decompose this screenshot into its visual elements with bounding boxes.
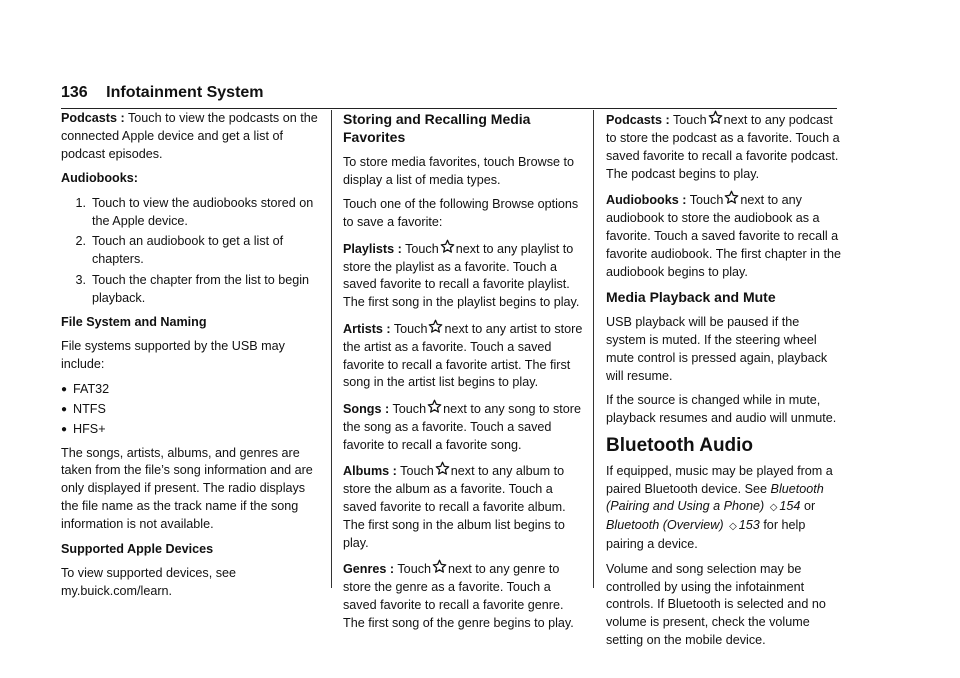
file-system-heading: File System and Naming xyxy=(61,315,207,330)
podcasts-text: Touch to view the podcasts on the connected Apple device and get a list of podcast episodes. xyxy=(61,111,318,161)
podcasts-favorite-entry: Podcasts : Touch next to any podcast to store the podcast as a favorite. Touch a saved favorite to recall a favorite podcast. The podcast begins to play. xyxy=(606,110,842,184)
favorites-heading: Storing and Recalling Media Favorites xyxy=(343,111,531,145)
apple-devices-text: To view supported devices, see my.buick.com/learn. xyxy=(61,565,237,598)
podcasts-paragraph xyxy=(61,110,319,164)
bullet-icon: ● xyxy=(61,383,68,395)
column-1 xyxy=(61,110,319,607)
page-header xyxy=(61,82,837,109)
column-divider xyxy=(593,110,594,588)
list-item: ● FAT32 xyxy=(61,381,319,399)
bullet-icon: ● xyxy=(61,403,68,415)
artists-entry: Artists : Touch next to any artist to store the artist as a favorite. Touch a saved favorite to recall a favorite artist. The first song in the artist list begins to play. xyxy=(343,319,583,393)
list-item: 3. Touch the chapter from the list to begin playback. xyxy=(75,273,310,306)
page-ref-153[interactable]: 153 xyxy=(738,518,760,533)
list-item: ● NTFS xyxy=(61,401,319,419)
bluetooth-overview-link[interactable]: Bluetooth (Overview) xyxy=(606,518,724,533)
favorites-intro: To store media favorites, touch Browse to display a list of media types. xyxy=(343,155,574,187)
list-item: ● HFS+ xyxy=(61,421,319,439)
albums-entry: Albums : Touch next to any album to store the album as a favorite. Touch a saved favorite to recall a favorite album. The first song in the album list begins to play. xyxy=(343,461,583,553)
mute-paragraph-2: If the source is changed while in mute, playback resumes and audio will unmute. xyxy=(606,393,837,426)
bluetooth-paragraph-2: Volume and song selection may be controlled by using the infotainment controls. If Bluetooth is selected and no volume is present, check the volume setting on the mobile device. xyxy=(606,561,826,648)
star-icon xyxy=(435,461,450,476)
audiobooks-favorite-entry: Audiobooks : Touch next to any audiobook to store the audiobook as a favorite. Touch a saved favorite to recall a favorite audiobook. The first chapter in the audiobook begins to play. xyxy=(606,190,842,282)
star-icon xyxy=(440,239,455,254)
star-icon xyxy=(432,559,447,574)
star-icon xyxy=(427,399,442,414)
list-item: 2. Touch an audiobook to get a list of chapters. xyxy=(75,234,284,267)
genres-entry: Genres : Touch next to any genre to store the genre as a favorite. Touch a saved favorite to recall a favorite genre. The first song of the genre begins to play. xyxy=(343,559,583,633)
audiobook-steps xyxy=(61,195,319,308)
media-playback-heading: Media Playback and Mute xyxy=(606,289,776,306)
page-ref-154[interactable]: 154 xyxy=(779,499,801,514)
list-item: 1. Touch to view the audiobooks stored on the Apple device. xyxy=(75,195,314,228)
bluetooth-paragraph-1: If equipped, music may be played from a paired Bluetooth device. See Bluetooth (Pairing and Using a Phone) ◇ 154 or Bluetooth (Overview) ◇ 153 for help pairing a device. xyxy=(606,463,833,552)
section-title: Infotainment System xyxy=(106,84,264,101)
column-divider xyxy=(331,110,332,588)
bluetooth-audio-heading: Bluetooth Audio xyxy=(606,434,754,456)
apple-devices-heading: Supported Apple Devices xyxy=(61,541,214,556)
favorites-intro-2: Touch one of the following Browse options to save a favorite: xyxy=(343,197,579,230)
star-icon xyxy=(708,110,723,125)
page-ref-arrow-icon: ◇ xyxy=(769,502,778,514)
audiobooks-label: Audiobooks: xyxy=(61,171,138,186)
file-info-paragraph: The songs, artists, albums, and genres are taken from the file’s song information and are only displayed if present. The radio displays the file name as the track name if the song information is not available. xyxy=(61,445,313,532)
page-number: 136 xyxy=(61,84,88,101)
page-ref-arrow-icon: ◇ xyxy=(729,521,737,533)
mute-paragraph-1: USB playback will be paused if the system is muted. If the steering wheel mute control is pressed again, playback will resume. xyxy=(606,315,828,383)
column-3 xyxy=(606,110,842,657)
songs-entry: Songs : Touch next to any song to store the song as a favorite. Touch a saved favorite to recall a favorite song. xyxy=(343,399,583,455)
file-system-intro: File systems supported by the USB may include: xyxy=(61,339,285,372)
playlists-entry: Playlists : Touch next to any playlist to store the playlist as a favorite. Touch a saved favorite to recall a favorite playlist. The first song in the playlist begins to play. xyxy=(343,239,583,313)
podcasts-label: Podcasts : xyxy=(61,111,125,125)
star-icon xyxy=(428,319,443,334)
bullet-icon: ● xyxy=(61,423,68,435)
star-icon xyxy=(724,190,739,205)
file-system-list xyxy=(61,381,319,439)
bluetooth-pairing-link[interactable]: Bluetooth (Pairing and Using a Phone) xyxy=(606,481,824,514)
column-2 xyxy=(343,110,583,639)
